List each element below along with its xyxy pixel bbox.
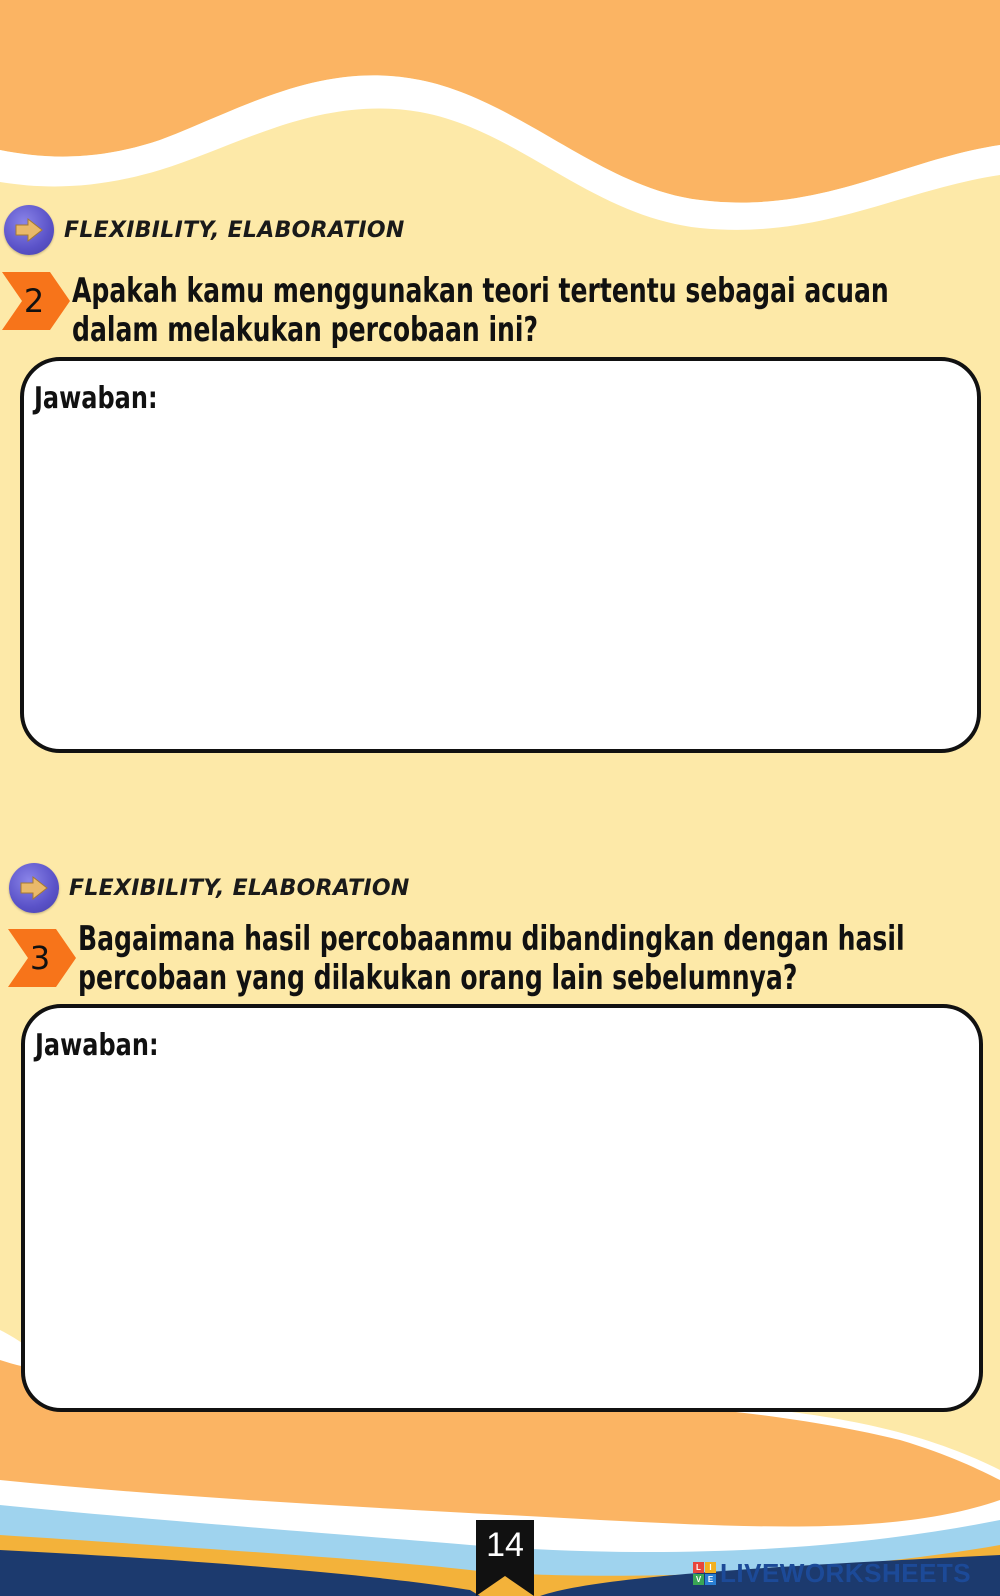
answer-label: Jawaban: — [35, 1028, 159, 1063]
brand-logo-icon: L I V E — [693, 1562, 716, 1585]
tag-label: FLEXIBILITY, ELABORATION — [69, 875, 410, 901]
question-text: Bagaimana hasil percobaanmu dibandingkan dengan hasil percobaan yang dilakukan orang lain sebelumnya? — [78, 919, 905, 998]
tag-label: FLEXIBILITY, ELABORATION — [64, 217, 405, 243]
section-tag — [4, 205, 405, 255]
answer-field[interactable] — [20, 357, 981, 753]
section-tag — [9, 863, 410, 913]
question-number-marker — [8, 929, 78, 987]
page-number-tab — [476, 1520, 534, 1596]
answer-label: Jawaban: — [34, 381, 158, 416]
question-number: 2 — [23, 282, 45, 320]
answer-field[interactable] — [21, 1004, 983, 1412]
question-number-marker — [2, 272, 72, 330]
arrow-circle-icon — [9, 863, 59, 913]
question-number: 3 — [29, 939, 51, 977]
brand-name: LIVEWORKSHEETS — [720, 1558, 972, 1588]
question-text: Apakah kamu menggunakan teori tertentu sebagai acuan dalam melakukan percobaan ini? — [72, 271, 889, 350]
page-number: 14 — [486, 1526, 524, 1564]
arrow-circle-icon — [4, 205, 54, 255]
brand-watermark — [693, 1558, 971, 1589]
